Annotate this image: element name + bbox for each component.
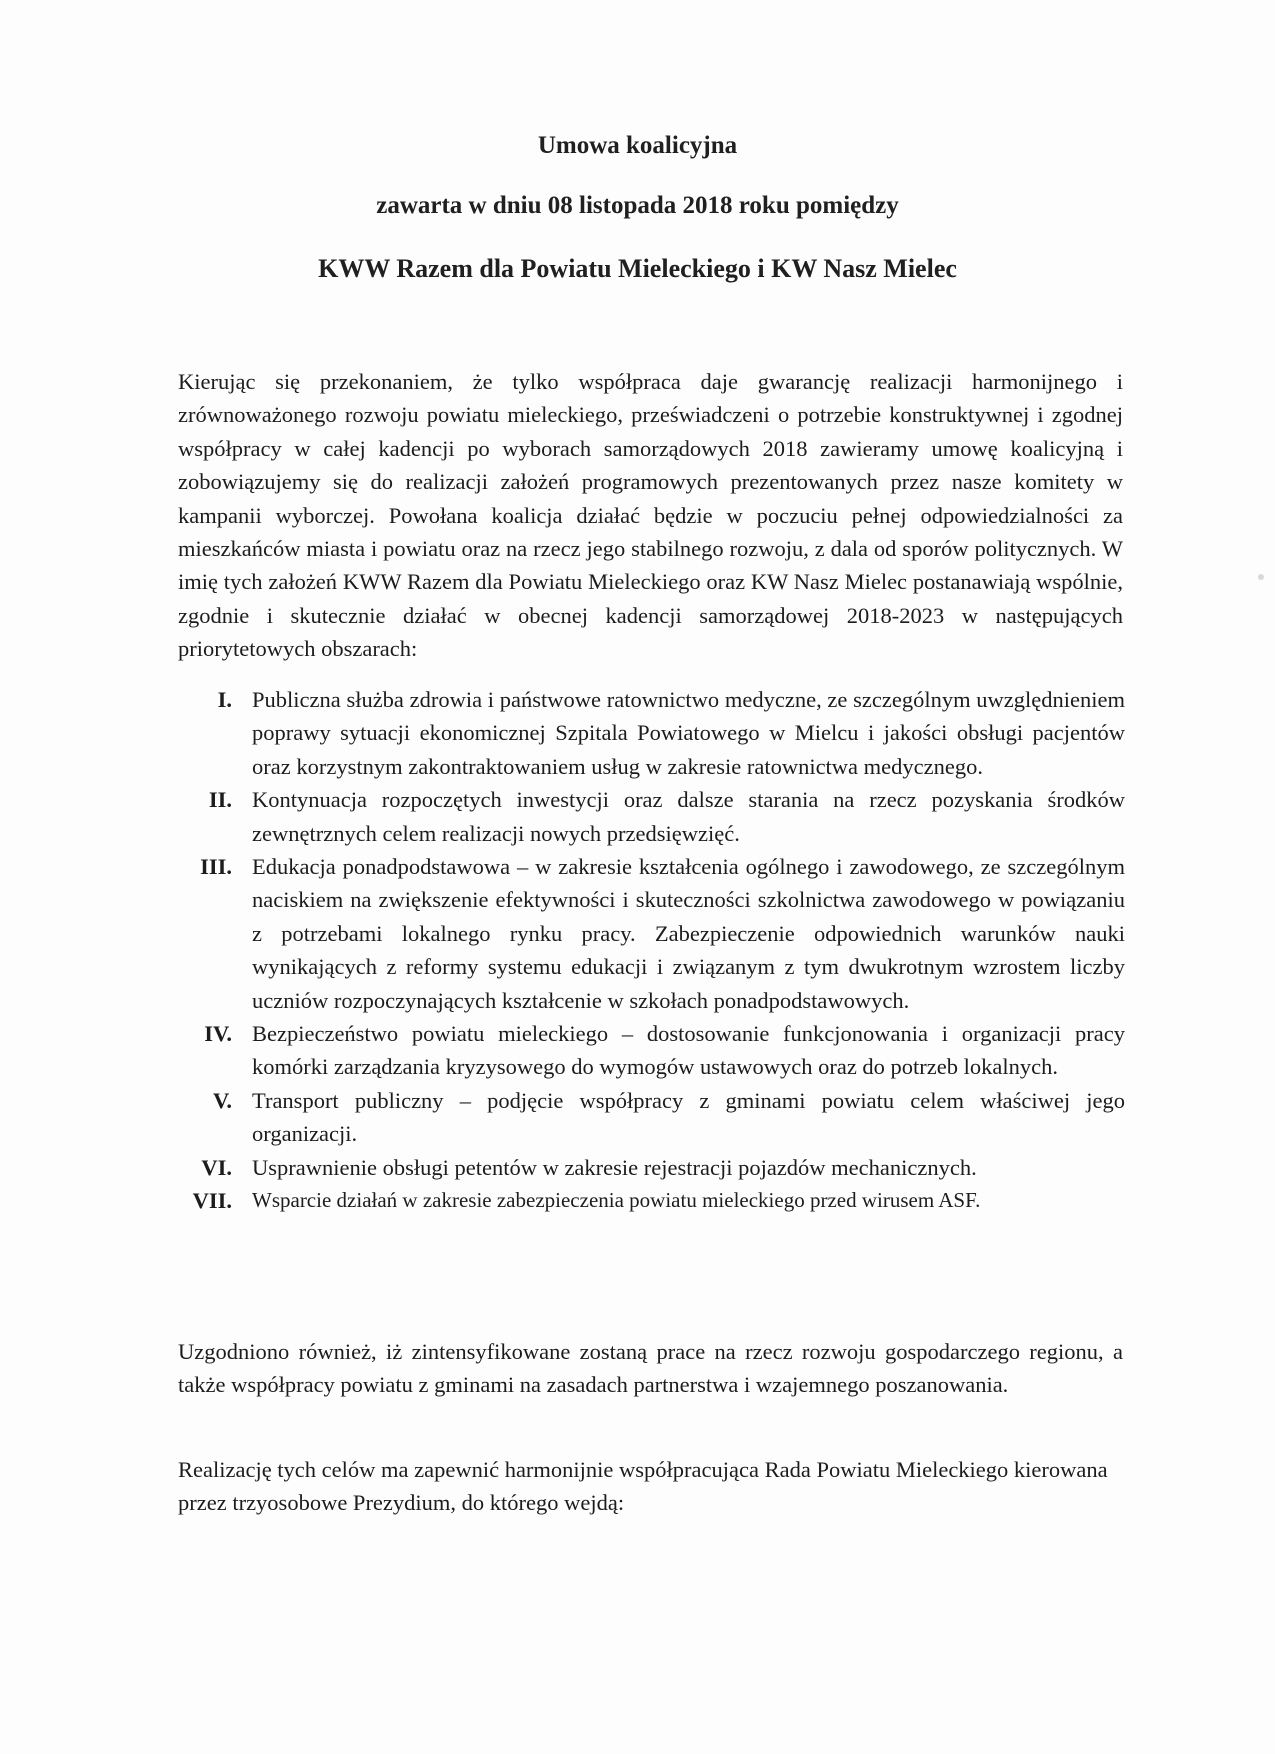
list-item	[160, 850, 1125, 1017]
list-item-number: I.	[217, 687, 232, 712]
list-item-text: Publiczna służba zdrowia i państwowe ratownictwo medyczne, ze szczególnym uwzględnieniem poprawy sytuacji ekonomicznej Szpitala Powiatowego w Mielcu i jakości obsługi pacjentów oraz korzystnym zakontraktowaniem usług w zakresie ratownictwa medycznego.	[252, 687, 1125, 779]
list-item-number: III.	[200, 854, 232, 880]
list-item	[160, 1184, 1125, 1217]
priorities-list	[160, 683, 1125, 1218]
list-item-number: IV.	[204, 1021, 232, 1047]
list-item-text: Kontynuacja rozpoczętych inwestycji oraz dalsze starania na rzecz pozyskania środków zewnętrznych celem realizacji nowych przedsięwzięć.	[252, 787, 1125, 846]
agreement-paragraph: Uzgodniono również, iż zintensyfikowane zostaną prace na rzecz rozwoju gospodarczego regionu, a także współpracy powiatu z gminami na zasadach partnerstwa i wzajemnego poszanowania.	[178, 1339, 1123, 1398]
list-item-number: V.	[213, 1087, 232, 1113]
list-item	[160, 1151, 1125, 1184]
list-item-number: VII.	[192, 1188, 232, 1214]
list-item-text: Edukacja ponadpodstawowa – w zakresie kształcenia ogólnego i zawodowego, ze szczególnym naciskiem na zwiększenie efektywności i skuteczności szkolnictwa zawodowego w powiązaniu z potrzebami lokalnego rynku pracy. Zabezpieczenie odpowiednich warunków nauki wynikających z reformy systemu edukacji i związanym z tym dwukrotnym wzrostem liczby uczniów rozpoczynających kształcenie w szkołach ponadpodstawowych.	[252, 854, 1125, 1013]
list-item	[160, 1084, 1125, 1151]
list-item-text: Usprawnienie obsługi petentów w zakresie rejestracji pojazdów mechanicznych.	[252, 1154, 977, 1180]
document-parties: KWW Razem dla Powiatu Mieleckiego i KW Nasz Mielec	[318, 254, 957, 283]
presidium-paragraph: Realizację tych celów ma zapewnić harmonijnie współpracująca Rada Powiatu Mieleckiego kierowana przez trzyosobowe Prezydium, do którego wejdą:	[178, 1457, 1108, 1516]
list-item-text: Transport publiczny – podjęcie współpracy z gminami powiatu celem właściwej jego organizacji.	[252, 1087, 1125, 1147]
scan-speck	[1258, 574, 1264, 580]
list-item-text: Wsparcie działań w zakresie zabezpieczenia powiatu mieleckiego przed wirusem ASF.	[252, 1188, 981, 1213]
list-item	[160, 683, 1125, 783]
document-subtitle: zawarta w dniu 08 listopada 2018 roku pomiędzy	[376, 192, 899, 219]
list-item	[160, 1017, 1125, 1084]
list-item-number: VI.	[201, 1154, 232, 1180]
list-item	[160, 783, 1125, 850]
document-title: Umowa koalicyjna	[537, 132, 738, 159]
intro-paragraph: Kierując się przekonaniem, że tylko współpraca daje gwarancję realizacji harmonijnego i zrównoważonego rozwoju powiatu mieleckiego, przeświadczeni o potrzebie konstruktywnej i zgodnej współpracy w całej kadencji po wyborach samorządowych 2018 zawieramy umowę koalicyjną i zobowiązujemy się do realizacji założeń programowych prezentowanych przez nasze komitety w kampanii wyborczej. Powołana koalicja działać będzie w poczuciu pełnej odpowiedzialności za mieszkańców miasta i powiatu oraz na rzecz jego stabilnego rozwoju, z dala od sporów politycznych. W imię tych założeń KWW Razem dla Powiatu Mieleckiego oraz KW Nasz Mielec postanawiają wspólnie, zgodnie i skutecznie działać w obecnej kadencji samorządowej 2018-2023 w następujących priorytetowych obszarach:	[178, 369, 1123, 662]
list-item-text: Bezpieczeństwo powiatu mieleckiego – dostosowanie funkcjonowania i organizacji pracy komórki zarządzania kryzysowego do wymogów ustawowych oraz do potrzeb lokalnych.	[252, 1021, 1125, 1080]
list-item-number: II.	[208, 787, 232, 813]
